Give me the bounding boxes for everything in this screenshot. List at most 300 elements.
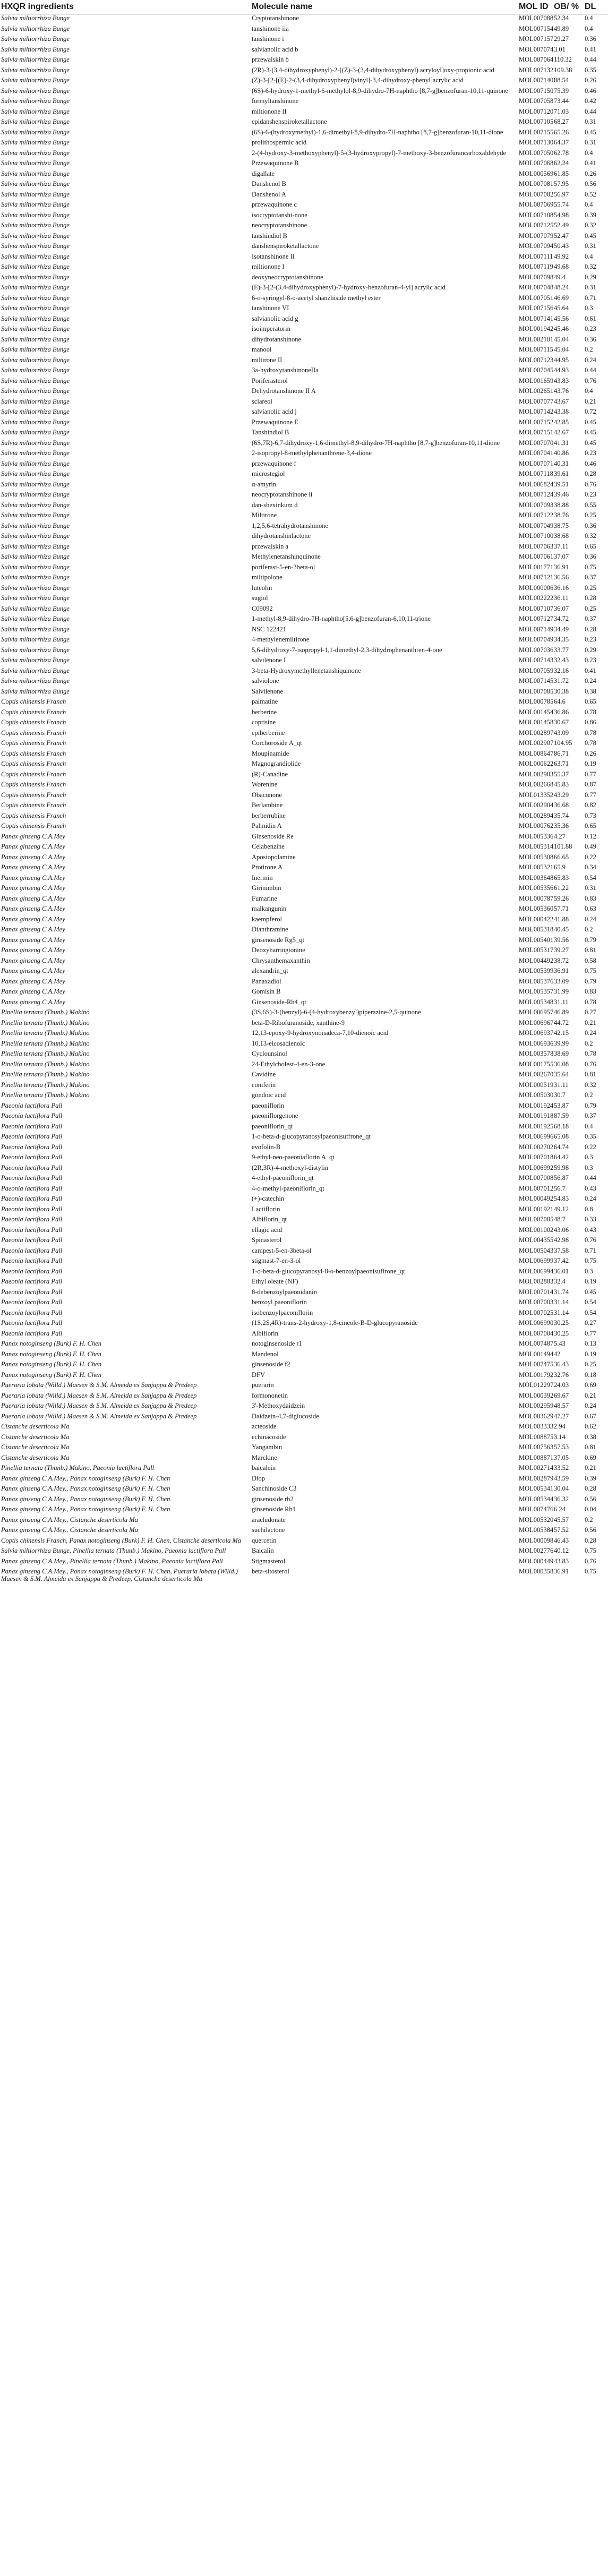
- ob-cell: 36.08: [554, 1060, 569, 1068]
- ingredient-cell: Salvia miltiorrhiza Bunge: [1, 66, 70, 74]
- mol-id-cell: MOL006824: [519, 480, 554, 488]
- molecule-name-cell: digallate: [252, 169, 275, 177]
- molecule-name-cell: Stigmasterol: [252, 1557, 286, 1565]
- molecule-name-cell: prolithospermic acid: [252, 139, 307, 146]
- dl-cell: 0.65: [585, 822, 596, 829]
- molecule-name-cell: C09092: [252, 604, 273, 612]
- table-row: [0, 812, 608, 823]
- ingredient-cell: Salvia miltiorrhiza Bunge: [1, 584, 70, 592]
- molecule-name-cell: Magnograndiolide: [252, 760, 301, 767]
- mol-id-cell: MOL007100: [519, 532, 554, 540]
- table-row: [0, 729, 608, 740]
- molecule-name-cell: poriferast-5-en-3beta-ol: [252, 563, 315, 571]
- ob-cell: 42.67: [554, 429, 569, 436]
- ob-cell: 31.99: [554, 988, 569, 995]
- dl-cell: 0.36: [585, 521, 596, 529]
- mol-id-cell: MOL007049: [519, 521, 554, 529]
- ob-cell: 40.86: [554, 449, 569, 457]
- table-row: [0, 429, 608, 439]
- table-row: [0, 439, 608, 450]
- ingredient-cell: Salvia miltiorrhiza Bunge: [1, 563, 70, 571]
- ingredient-cell: Panax ginseng C.A.Mey: [1, 884, 65, 892]
- molecule-name-cell: przewalskin b: [252, 56, 289, 63]
- dl-cell: 0.4: [585, 387, 593, 395]
- molecule-name-cell: notoginsenoside r1: [252, 1340, 302, 1347]
- ingredient-cell: Pinellia ternata (Thunb.) Makino: [1, 1050, 90, 1057]
- molecule-name-cell: baicalein: [252, 1464, 276, 1471]
- ob-cell: 36.91: [554, 563, 569, 571]
- mol-id-cell: MOL006999: [519, 1257, 554, 1264]
- ingredient-cell: Salvia miltiorrhiza Bunge: [1, 284, 70, 291]
- mol-id-cell: MOL007142: [519, 408, 554, 415]
- ob-cell: 65.9: [554, 863, 566, 871]
- dl-cell: 0.56: [585, 1526, 596, 1534]
- ob-cell: 42.15: [554, 1029, 569, 1037]
- ob-cell: 39.99: [554, 1039, 569, 1047]
- table-row: [0, 232, 608, 243]
- table-row: [0, 1433, 608, 1444]
- dl-cell: 0.23: [585, 325, 596, 332]
- molecule-name-cell: neocryptotanshinone: [252, 221, 307, 229]
- table-row: [0, 1216, 608, 1226]
- ingredient-cell: Salvia miltiorrhiza Bunge: [1, 221, 70, 229]
- ob-cell: 62.24: [554, 159, 569, 167]
- mol-id-cell: MOL005356: [519, 884, 554, 892]
- ingredient-cell: Salvia miltiorrhiza Bunge, Pinellia ternata (Thunb.) Makino, Paeonia lactiflora Pall: [1, 1547, 226, 1554]
- mol-id-cell: MOL007119: [519, 263, 553, 270]
- table-row: [0, 988, 608, 998]
- mol-id-cell: MOL006990: [519, 1319, 554, 1326]
- dl-cell: 0.21: [585, 1391, 596, 1399]
- mol-id-cell: MOL007012: [519, 1184, 554, 1192]
- table-row: [0, 387, 608, 398]
- ingredient-cell: Paeonia lactiflora Pall: [1, 1153, 63, 1161]
- dl-cell: 0.29: [585, 646, 596, 654]
- table-row: [0, 449, 608, 460]
- ingredient-cell: Pueraria lobata (Willd.) Maesen & S.M. Almeida ex Sanjappa & Predeep: [1, 1402, 197, 1409]
- table-row: [0, 56, 608, 66]
- ob-cell: 32.43: [554, 656, 569, 664]
- ob-cell: 42.98: [554, 1236, 569, 1244]
- dl-cell: 0.67: [585, 1412, 596, 1420]
- dl-cell: 0.77: [585, 791, 596, 799]
- mol-id-cell: MOL007093: [519, 501, 554, 509]
- molecule-name-cell: alexandrin_qt: [252, 967, 288, 974]
- ob-cell: 38.69: [554, 1050, 569, 1057]
- mol-id-cell: MOL007143: [519, 656, 554, 664]
- ingredient-cell: Salvia miltiorrhiza Bunge: [1, 656, 70, 664]
- ob-cell: 37.07: [554, 553, 569, 560]
- ob-cell: 36.68: [554, 801, 569, 809]
- ingredient-cell: Panax ginseng C.A.Mey., Panax notoginseng (Burk) F. H. Chen: [1, 1474, 170, 1482]
- dl-cell: 0.36: [585, 35, 596, 42]
- ingredient-cell: Panax ginseng C.A.Mey: [1, 998, 65, 1006]
- molecule-name-cell: Worenine: [252, 781, 278, 788]
- table-row: [0, 822, 608, 833]
- dl-cell: 0.45: [585, 418, 596, 426]
- molecule-name-cell: tanshindiol B: [252, 232, 288, 239]
- molecule-name-cell: Danshenol B: [252, 180, 286, 187]
- mol-id-cell: MOL007132: [519, 66, 554, 74]
- mol-id-cell: MOL008647: [519, 749, 554, 757]
- mol-id-cell: MOL000519: [519, 1081, 554, 1089]
- molecule-name-cell: Gomisin B: [252, 988, 281, 995]
- ob-cell: 3.14: [554, 1433, 566, 1441]
- dl-cell: 0.32: [585, 532, 596, 540]
- table-row: [0, 25, 608, 36]
- mol-id-cell: MOL001792: [519, 1371, 554, 1379]
- ingredient-cell: Panax ginseng C.A.Mey: [1, 977, 65, 985]
- table-row: [0, 273, 608, 284]
- ingredient-cell: Salvia miltiorrhiza Bunge: [1, 501, 70, 509]
- table-row: [0, 325, 608, 336]
- mol-id-cell: MOL007018: [519, 1153, 554, 1161]
- ingredient-cell: Salvia miltiorrhiza Bunge: [1, 521, 70, 529]
- molecule-name-cell: neocryptotanshinone ii: [252, 491, 313, 498]
- ingredient-cell: Salvia miltiorrhiza Bunge: [1, 118, 70, 125]
- molecule-name-cell: Poriferasterol: [252, 376, 288, 384]
- molecule-name-cell: Panaxadiol: [252, 977, 281, 985]
- molecule-name-cell: Obacunone: [252, 791, 282, 799]
- ingredient-cell: Salvia miltiorrhiza Bunge: [1, 615, 70, 622]
- molecule-name-cell: puerarin: [252, 1381, 274, 1389]
- mol-id-cell: MOL007124: [519, 491, 554, 498]
- dl-cell: 0.43: [585, 1184, 596, 1192]
- mol-id-cell: MOL007069: [519, 201, 554, 208]
- molecule-name-cell: (1S,2S,4R)-trans-2-hydroxy-1,8-cineole-B-D-glucopyranoside: [252, 1319, 418, 1326]
- table-row: [0, 1185, 608, 1195]
- ob-cell: 56.97: [554, 190, 569, 198]
- table-row: [0, 511, 608, 522]
- ingredient-cell: Salvia miltiorrhiza Bunge: [1, 35, 70, 42]
- ob-cell: 39.27: [554, 946, 569, 954]
- molecule-name-cell: luteolin: [252, 584, 272, 592]
- table-row: [0, 315, 608, 326]
- dl-cell: 0.41: [585, 666, 596, 674]
- mol-id-cell: MOL005401: [519, 936, 554, 944]
- ingredient-cell: Salvia miltiorrhiza Bunge: [1, 449, 70, 457]
- mol-id-cell: MOL004355: [519, 1236, 554, 1244]
- molecule-name-cell: (2R,3R)-4-methoxyl-distylin: [252, 1163, 329, 1171]
- ob-cell: 45.04: [554, 346, 569, 353]
- mol-id-cell: MOL000569: [519, 169, 554, 177]
- dl-cell: 0.37: [585, 1112, 596, 1119]
- table-row: [0, 1298, 608, 1309]
- mol-id-cell: MOL008875: [519, 1433, 554, 1441]
- ingredient-cell: Pinellia ternata (Thunb.) Makino: [1, 1091, 90, 1099]
- table-row: [0, 170, 608, 181]
- table-row: [0, 460, 608, 470]
- ob-cell: 109.38: [554, 66, 572, 74]
- mol-id-cell: MOL006996: [519, 1133, 554, 1140]
- molecule-name-cell: Spinasterol: [252, 1236, 282, 1244]
- mol-id-cell: MOL007079: [519, 232, 554, 239]
- ingredient-cell: Panax ginseng C.A.Mey: [1, 946, 65, 954]
- table-row: [0, 501, 608, 512]
- molecule-name-cell: deoxyneocryptotanshinone: [252, 273, 323, 281]
- ingredient-cell: Pinellia ternata (Thunb.) Makino: [1, 1060, 90, 1068]
- table-row: [0, 853, 608, 864]
- mol-id-cell: MOL007082: [519, 190, 554, 198]
- mol-id-cell: MOL007071: [519, 459, 554, 467]
- mol-id-cell: MOL003333: [519, 1423, 554, 1430]
- table-row: [0, 1081, 608, 1092]
- table-row: [0, 108, 608, 118]
- table-row: [0, 833, 608, 843]
- ingredient-cell: Coptis chinensis Franch: [1, 770, 66, 778]
- molecule-name-cell: Palmidin A: [252, 822, 282, 829]
- dl-cell: 0.45: [585, 128, 596, 136]
- mol-id-cell: MOL006957: [519, 1008, 554, 1016]
- mol-id-cell: MOL007050: [519, 149, 554, 157]
- ob-cell: 48.57: [554, 1402, 569, 1409]
- mol-id-cell: MOL007036: [519, 646, 554, 654]
- ingredient-cell: Salvia miltiorrhiza Bunge: [1, 76, 70, 84]
- ingredient-cell: Panax ginseng C.A.Mey: [1, 915, 65, 923]
- table-row: [0, 1392, 608, 1402]
- table-row: [0, 1268, 608, 1278]
- dl-cell: 0.4: [585, 149, 593, 157]
- molecule-name-cell: ginsenoside Rb1: [252, 1505, 296, 1513]
- dl-cell: 0.2: [585, 926, 593, 933]
- ob-cell: 37.11: [554, 542, 569, 550]
- molecule-name-cell: Chrysanthemaxanthin: [252, 956, 310, 964]
- ob-cell: 2.94: [554, 1423, 566, 1430]
- table-row: [0, 863, 608, 874]
- ob-cell: 86.71: [554, 749, 569, 757]
- ob-cell: 45.64: [554, 304, 569, 312]
- mol-id-cell: MOL007014: [519, 1288, 554, 1296]
- mol-id-cell: MOL007041: [519, 449, 554, 457]
- dl-cell: 0.32: [585, 221, 596, 229]
- dl-cell: 0.76: [585, 1236, 596, 1244]
- ob-cell: 4.27: [554, 832, 566, 840]
- table-row: [0, 481, 608, 491]
- ingredient-cell: Paeonia lactiflora Pall: [1, 1112, 63, 1119]
- table-row: [0, 201, 608, 211]
- molecule-name-cell: 1-o-beta-d-glucopyranosylpaeonisuffrone_qt: [252, 1133, 371, 1140]
- ob-cell: 104.95: [554, 739, 572, 747]
- mol-id-cell: MOL007094: [519, 242, 554, 250]
- mol-id-cell: MOL007127: [519, 615, 554, 622]
- ob-cell: 34.49: [554, 625, 569, 633]
- molecule-name-cell: ginsenoside rh2: [252, 1495, 294, 1503]
- ob-cell: 36.43: [554, 1360, 569, 1368]
- dl-cell: 0.86: [585, 718, 596, 726]
- dl-cell: 0.78: [585, 1050, 596, 1057]
- table-row: [0, 180, 608, 191]
- ingredient-cell: Salvia miltiorrhiza Bunge: [1, 201, 70, 208]
- molecule-name-cell: Salvilenone: [252, 687, 284, 695]
- dl-cell: 0.46: [585, 459, 596, 467]
- molecule-name-cell: Dehydrotanshinone II A: [252, 387, 316, 395]
- ingredient-cell: Paeonia lactiflora Pall: [1, 1184, 63, 1192]
- ob-cell: 48.24: [554, 284, 569, 291]
- molecule-name-cell: 1-methyl-8,9-dihydro-7H-naphtho[5,6-g]benzofuran-6,10,11-trione: [252, 615, 431, 622]
- ingredient-cell: Panax ginseng C.A.Mey: [1, 988, 65, 995]
- header-row: [0, 0, 608, 14]
- ingredient-cell: Salvia miltiorrhiza Bunge: [1, 159, 70, 167]
- molecule-name-cell: microstegiol: [252, 470, 285, 477]
- molecule-name-cell: (E)-3-[2-(3,4-dihydroxyphenyl)-7-hydroxy-benzofuran-4-yl] acrylic acid: [252, 284, 446, 291]
- table-row: [0, 553, 608, 563]
- table-row: [0, 1413, 608, 1423]
- ingredient-cell: Salvia miltiorrhiza Bunge: [1, 594, 70, 602]
- ob-cell: 57.52: [554, 1526, 569, 1534]
- table-row: [0, 398, 608, 408]
- ob-cell: 40.31: [554, 459, 569, 467]
- molecule-name-cell: 12,13-epoxy-9-hydroxynonadeca-7,10-dienoic acid: [252, 1029, 389, 1037]
- molecule-name-cell: NSC 122421: [252, 625, 286, 633]
- mol-id-cell: MOL007061: [519, 553, 554, 560]
- dl-cell: 0.29: [585, 273, 596, 281]
- dl-cell: 0.52: [585, 190, 596, 198]
- dl-cell: 0.2: [585, 346, 593, 353]
- ingredient-cell: Panax notoginseng (Burk) F. H. Chen: [1, 1350, 101, 1358]
- molecule-name-cell: przewalskin a: [252, 542, 289, 550]
- mol-id-cell: MOL007004: [519, 1329, 554, 1337]
- ingredient-cell: Panax ginseng C.A.Mey: [1, 843, 65, 850]
- mol-id-cell: MOL006937: [519, 1029, 554, 1037]
- dl-cell: 0.04: [585, 1505, 596, 1513]
- dl-cell: 0.26: [585, 749, 596, 757]
- ob-cell: 39.56: [554, 936, 569, 944]
- ob-cell: 55.37: [554, 770, 569, 778]
- dl-cell: 0.4: [585, 252, 593, 260]
- ob-cell: 61.85: [554, 169, 569, 177]
- table-row: [0, 1309, 608, 1320]
- table-row: [0, 66, 608, 77]
- ingredient-cell: Panax ginseng C.A.Mey: [1, 967, 65, 974]
- table-row: [0, 905, 608, 915]
- dl-cell: 0.37: [585, 615, 596, 622]
- mol-id-cell: MOL002894: [519, 811, 554, 819]
- dl-cell: 0.69: [585, 1381, 596, 1389]
- table-row: [0, 377, 608, 388]
- table-row: [0, 1153, 608, 1164]
- mol-id-cell: MOL005318: [519, 926, 554, 933]
- dl-cell: 0.23: [585, 449, 596, 457]
- mol-id-cell: MOL002101: [519, 335, 554, 343]
- table-row: [0, 874, 608, 885]
- mol-id-cell: MOL000392: [519, 1391, 554, 1399]
- ob-cell: 57.71: [554, 905, 569, 912]
- ob-cell: 71.03: [554, 107, 569, 115]
- mol-id-cell: MOL007074: [519, 45, 554, 53]
- ingredient-cell: Pinellia ternata (Thunb.) Makino: [1, 1008, 90, 1016]
- dl-cell: 0.71: [585, 294, 596, 302]
- table-row: [0, 1236, 608, 1247]
- dl-cell: 0.3: [585, 1153, 593, 1161]
- ingredient-cell: Panax ginseng C.A.Mey., Panax notoginseng (Burk) F. H. Chen: [1, 1505, 170, 1513]
- ingredient-cell: Panax notoginseng (Burk) F. H. Chen: [1, 1360, 101, 1368]
- mol-id-cell: MOL003629: [519, 1412, 554, 1420]
- ingredient-cell: Paeonia lactiflora Pall: [1, 1163, 63, 1171]
- ob-cell: 35.64: [554, 1071, 569, 1078]
- mol-id-cell: MOL007005: [519, 1216, 554, 1223]
- ob-cell: 64.74: [554, 1143, 569, 1151]
- molecule-name-cell: paeoniflorin_qt: [252, 1122, 293, 1130]
- molecule-name-cell: (Z)-3-[2-[(E)-2-(3,4-dihydroxyphenyl)vinyl]-3,4-dihydroxy-phenyl]acrylic acid: [252, 76, 464, 84]
- dl-cell: 0.3: [585, 304, 593, 312]
- ingredient-cell: Panax ginseng C.A.Mey: [1, 905, 65, 912]
- mol-id-cell: MOL000422: [519, 915, 554, 923]
- molecule-name-cell: Albiflorin_qt: [252, 1216, 287, 1223]
- dl-cell: 0.24: [585, 1195, 596, 1202]
- ob-cell: 65.08: [554, 1133, 569, 1140]
- mol-id-cell: MOL005308: [519, 853, 554, 861]
- dl-cell: 0.31: [585, 284, 596, 291]
- molecule-name-cell: beta-D-Ribofuranoside, xanthine-9: [252, 1019, 345, 1026]
- ob-cell: 101.88: [554, 843, 572, 850]
- mol-id-cell: MOL000785: [519, 698, 554, 705]
- ingredient-cell: Coptis chinensis Franch: [1, 822, 66, 829]
- dl-cell: 0.38: [585, 1433, 596, 1441]
- ob-cell: 34.35: [554, 636, 569, 643]
- ingredient-cell: Salvia miltiorrhiza Bunge: [1, 14, 70, 22]
- table-row: [0, 1060, 608, 1071]
- mol-id-cell: MOL002776: [519, 1547, 554, 1554]
- table-row: [0, 698, 608, 708]
- dl-cell: 0.76: [585, 376, 596, 384]
- mol-id-cell: MOL001458: [519, 718, 554, 726]
- dl-cell: 0.24: [585, 1402, 596, 1409]
- dl-cell: 0.76: [585, 480, 596, 488]
- mol-id-cell: MOL007145: [519, 677, 554, 684]
- table-row: [0, 1008, 608, 1019]
- dl-cell: 0.39: [585, 1474, 596, 1482]
- table-row: [0, 1071, 608, 1081]
- table-row: [0, 356, 608, 367]
- molecule-name-cell: α-amyrin: [252, 480, 277, 488]
- mol-id-cell: MOL007122: [519, 511, 554, 519]
- mol-id-cell: MOL007048: [519, 284, 554, 291]
- molecule-name-cell: coptisine: [252, 718, 276, 726]
- dl-cell: 0.35: [585, 66, 596, 74]
- molecule-name-cell: 1-o-beta-d-glucopyranosyl-8-o-benzoylpaeonisuffrone_qt: [252, 1267, 405, 1275]
- dl-cell: 0.75: [585, 967, 596, 974]
- ob-cell: 44.93: [554, 366, 569, 374]
- molecule-name-cell: przewaquinone c: [252, 201, 297, 208]
- ingredient-cell: Paeonia lactiflora Pall: [1, 1257, 63, 1264]
- ingredient-cell: Salvia miltiorrhiza Bunge: [1, 636, 70, 643]
- dl-cell: 0.34: [585, 863, 596, 871]
- table-row: [0, 532, 608, 543]
- dl-cell: 0.28: [585, 1536, 596, 1544]
- molecule-name-cell: isocryptotanshi-none: [252, 211, 307, 219]
- ob-cell: 88.54: [554, 76, 569, 84]
- ingredient-cell: Coptis chinensis Franch: [1, 739, 66, 747]
- mol-id-cell: MOL000006: [519, 584, 554, 592]
- molecule-name-cell: Cryptotanshinone: [252, 14, 299, 22]
- ingredient-cell: Paeonia lactiflora Pall: [1, 1319, 63, 1326]
- ingredient-cell: Salvia miltiorrhiza Bunge: [1, 97, 70, 105]
- ob-cell: 45.83: [554, 781, 569, 788]
- ob-cell: 38.75: [554, 521, 569, 529]
- ingredient-cell: Salvia miltiorrhiza Bunge: [1, 169, 70, 177]
- molecule-name-cell: suchilactone: [252, 1526, 285, 1534]
- dl-cell: 0.44: [585, 366, 596, 374]
- molecule-name-cell: malkangunin: [252, 905, 287, 912]
- molecule-name-cell: dihydrotanshinlactone: [252, 532, 311, 540]
- ingredient-cell: Salvia miltiorrhiza Bunge: [1, 335, 70, 343]
- ob-cell: 43.06: [554, 1226, 569, 1234]
- molecule-name-cell: Yangambin: [252, 1443, 282, 1451]
- molecule-name-cell: benzoyl paeoniflorin: [252, 1298, 307, 1306]
- ob-cell: 35.36: [554, 822, 569, 829]
- table-row: [0, 336, 608, 346]
- mol-id-cell: MOL008871: [519, 1453, 554, 1461]
